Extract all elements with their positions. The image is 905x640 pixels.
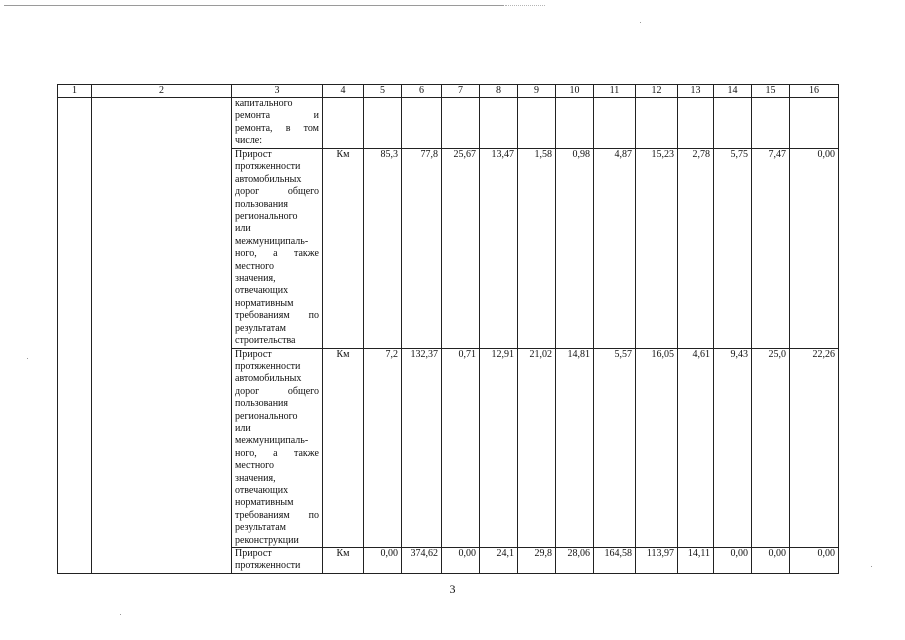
value-cell: 0,00 — [790, 149, 839, 349]
header-cell: 9 — [518, 85, 556, 98]
value-cell — [364, 98, 402, 149]
description-line: Прирост — [235, 548, 272, 559]
description-line: нормативным — [235, 297, 294, 309]
value-cell: 164,58 — [594, 548, 636, 574]
unit-cell — [323, 98, 364, 149]
value-cell: 0,00 — [442, 548, 480, 574]
unit-cell: Км — [323, 348, 364, 548]
value-cell: 28,06 — [556, 548, 594, 574]
value-cell: 7,47 — [752, 149, 790, 349]
description-line: ремонта, в том — [235, 122, 319, 134]
value-cell: 16,05 — [636, 348, 678, 548]
description-line: местного — [235, 260, 275, 272]
description-line: ного, а также — [235, 248, 319, 260]
table-row — [58, 98, 839, 149]
description-line: Прирост — [235, 348, 272, 360]
value-cell: 13,47 — [480, 149, 518, 349]
header-cell: 2 — [92, 85, 232, 98]
header-cell: 11 — [594, 85, 636, 98]
value-cell: 4,87 — [594, 149, 636, 349]
description-line: регионального — [235, 410, 298, 422]
value-cell — [752, 98, 790, 149]
description-line: межмуниципаль- — [235, 235, 309, 247]
scan-top-line-dotted — [505, 5, 545, 6]
header-cell: 4 — [323, 85, 364, 98]
value-cell: 12,91 — [480, 348, 518, 548]
value-cell — [402, 98, 442, 149]
description-line: требованиям по — [235, 310, 319, 322]
value-cell — [714, 98, 752, 149]
description-line: или — [235, 422, 251, 434]
header-cell: 13 — [678, 85, 714, 98]
description-line: требованиям по — [235, 509, 319, 521]
description-line: Прирост — [235, 149, 272, 160]
header-cell: 5 — [364, 85, 402, 98]
data-table — [57, 84, 839, 574]
value-cell — [790, 98, 839, 149]
value-cell: 0,98 — [556, 149, 594, 349]
value-cell — [678, 98, 714, 149]
description-line: отвечающих — [235, 285, 289, 297]
description-line: межмуниципаль- — [235, 435, 309, 447]
value-cell — [594, 98, 636, 149]
scan-speck — [871, 566, 872, 567]
description-line: капитального — [235, 98, 293, 109]
scan-speck — [27, 358, 28, 359]
description-line: автомобильных — [235, 373, 302, 385]
value-cell: 113,97 — [636, 548, 678, 574]
value-cell: 0,71 — [442, 348, 480, 548]
unit-cell: Км — [323, 149, 364, 349]
value-cell: 132,37 — [402, 348, 442, 548]
value-cell: 29,8 — [518, 548, 556, 574]
scan-speck — [640, 22, 641, 23]
description-line: пользования — [235, 198, 288, 210]
cell-col1 — [58, 98, 92, 574]
indicator-description — [232, 98, 323, 149]
description-line: нормативным — [235, 497, 294, 509]
header-cell: 6 — [402, 85, 442, 98]
description-line: автомобильных — [235, 173, 302, 185]
header-cell: 15 — [752, 85, 790, 98]
value-cell: 0,00 — [714, 548, 752, 574]
description-line: регионального — [235, 211, 298, 223]
scan-top-line — [4, 5, 504, 6]
value-cell: 9,43 — [714, 348, 752, 548]
description-line: или — [235, 223, 251, 235]
value-cell: 15,23 — [636, 149, 678, 349]
scan-speck — [120, 614, 121, 615]
description-line: дорог общего — [235, 186, 319, 198]
value-cell: 21,02 — [518, 348, 556, 548]
header-cell: 8 — [480, 85, 518, 98]
value-cell: 4,61 — [678, 348, 714, 548]
page-number: 3 — [449, 582, 456, 596]
value-cell — [636, 98, 678, 149]
cell-col2 — [92, 98, 232, 574]
value-cell: 85,3 — [364, 149, 402, 349]
value-cell: 22,26 — [790, 348, 839, 548]
description-line: протяженности — [235, 560, 301, 572]
table-body — [58, 85, 839, 574]
description-line: ного, а также — [235, 447, 319, 459]
description-line: значения, — [235, 273, 276, 285]
indicator-description — [232, 548, 323, 574]
description-line: протяженности — [235, 161, 301, 173]
header-cell: 7 — [442, 85, 480, 98]
description-line: дорог общего — [235, 385, 319, 397]
description-line: отвечающих — [235, 484, 289, 496]
description-line: протяженности — [235, 360, 301, 372]
description-line: ремонта и — [235, 110, 319, 122]
value-cell: 0,00 — [790, 548, 839, 574]
value-cell: 2,78 — [678, 149, 714, 349]
value-cell: 374,62 — [402, 548, 442, 574]
description-line: числе: — [235, 135, 263, 147]
value-cell: 0,00 — [752, 548, 790, 574]
description-line: местного — [235, 460, 275, 472]
header-row — [58, 85, 839, 98]
value-cell: 24,1 — [480, 548, 518, 574]
value-cell: 77,8 — [402, 149, 442, 349]
description-line: результатам — [235, 522, 286, 534]
value-cell: 14,11 — [678, 548, 714, 574]
header-cell: 3 — [232, 85, 323, 98]
description-line: значения, — [235, 472, 276, 484]
value-cell: 0,00 — [364, 548, 402, 574]
header-cell: 14 — [714, 85, 752, 98]
value-cell — [518, 98, 556, 149]
value-cell — [556, 98, 594, 149]
indicator-description — [232, 149, 323, 349]
indicator-description — [232, 348, 323, 548]
value-cell — [480, 98, 518, 149]
description-line: реконструкции — [235, 534, 299, 546]
value-cell: 14,81 — [556, 348, 594, 548]
description-line: пользования — [235, 398, 288, 410]
header-cell: 1 — [58, 85, 92, 98]
description-line: строительства — [235, 335, 296, 347]
value-cell — [442, 98, 480, 149]
value-cell: 25,67 — [442, 149, 480, 349]
value-cell: 7,2 — [364, 348, 402, 548]
description-line: результатам — [235, 322, 286, 334]
value-cell: 25,0 — [752, 348, 790, 548]
header-cell: 10 — [556, 85, 594, 98]
value-cell: 5,75 — [714, 149, 752, 349]
header-cell: 12 — [636, 85, 678, 98]
value-cell: 1,58 — [518, 149, 556, 349]
header-cell: 16 — [790, 85, 839, 98]
unit-cell: Км — [323, 548, 364, 574]
value-cell: 5,57 — [594, 348, 636, 548]
